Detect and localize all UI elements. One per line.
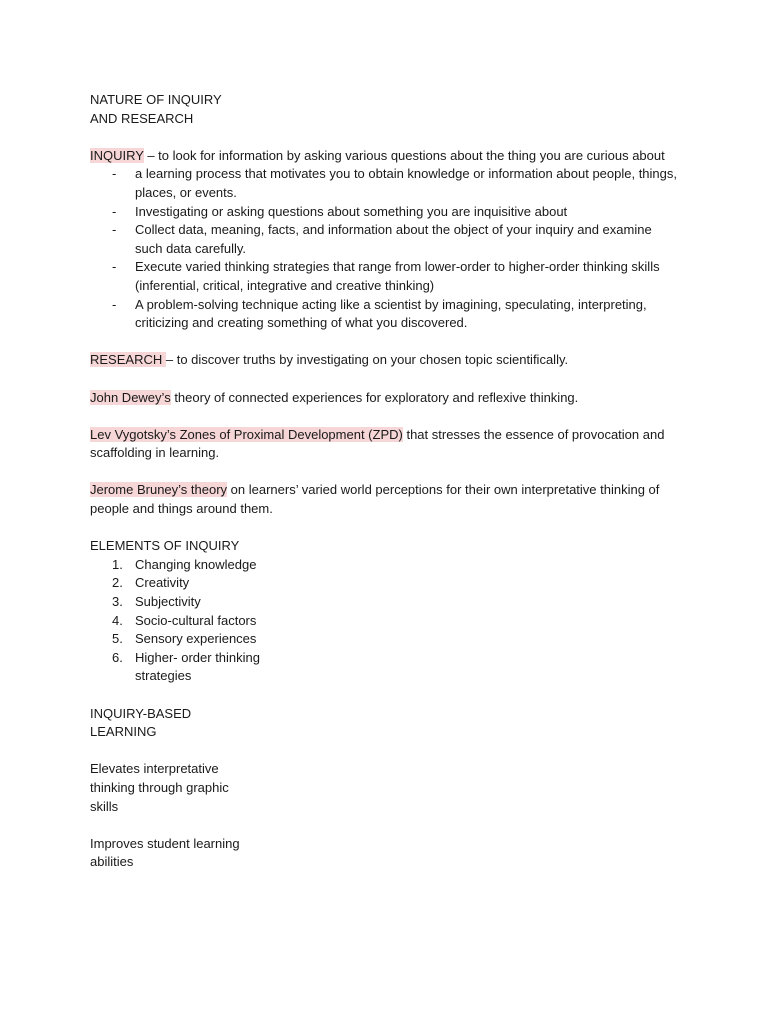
- research-definition-text: – to discover truths by investigating on your chosen topic scientifically.: [165, 352, 569, 368]
- research-term: RESEARCH: [90, 352, 166, 368]
- dewey-text: theory of connected experiences for exploratory and reflexive thinking.: [170, 389, 579, 405]
- list-item-text: Higher- order thinking strategies: [135, 649, 261, 684]
- list-item: [90, 649, 280, 686]
- list-item: - Investigating or asking questions about something you are inquisitive about: [90, 203, 680, 222]
- dewey-paragraph: [90, 389, 680, 408]
- list-number: 4.: [112, 612, 123, 628]
- elements-heading: ELEMENTS OF INQUIRY: [90, 538, 240, 554]
- inquiry-definition-text: – to look for information by asking various questions about the thing you are curious about: [143, 147, 665, 163]
- list-item: [90, 630, 280, 649]
- inquiry-term: INQUIRY: [90, 147, 144, 163]
- list-number: 2.: [112, 575, 123, 591]
- list-item-text: Creativity: [135, 575, 190, 591]
- elements-list: [90, 556, 280, 686]
- list-item: [90, 593, 280, 612]
- list-item: - A problem-solving technique acting like a scientist by imagining, speculating, interpreting, criticizing and creating something of what you discovered.: [90, 296, 680, 333]
- list-number: 1.: [112, 556, 123, 572]
- list-item: [90, 574, 280, 593]
- research-definition: [90, 351, 680, 370]
- list-item-text: Changing knowledge: [135, 556, 257, 572]
- list-item: [90, 612, 280, 631]
- bruner-text: on learners’ varied world perceptions for their own interpretative thinking of people and things around them.: [90, 482, 660, 517]
- inquiry-bullet-list: [90, 165, 680, 332]
- ibl-heading: INQUIRY-BASED LEARNING: [90, 705, 192, 740]
- title-line-1: NATURE OF INQUIRY: [90, 92, 222, 107]
- list-item-text: Socio-cultural factors: [135, 612, 257, 628]
- bruner-term: Jerome Bruney’s theory: [90, 482, 228, 498]
- page-title: [90, 91, 680, 128]
- list-number: 5.: [112, 631, 123, 647]
- list-number: 6.: [112, 649, 123, 665]
- dewey-term: John Dewey’s: [90, 389, 171, 405]
- list-item: - Execute varied thinking strategies that range from lower-order to higher-order thinking skills (inferential, critical, integrative and creative thinking): [90, 258, 680, 295]
- vygotsky-term: Lev Vygotsky’s Zones of Proximal Development (ZPD): [90, 426, 403, 442]
- document-body: [90, 91, 680, 872]
- vygotsky-paragraph: [90, 426, 680, 463]
- list-item: - Collect data, meaning, facts, and information about the object of your inquiry and examine such data carefully.: [90, 221, 680, 258]
- list-number: 3.: [112, 594, 123, 610]
- vygotsky-text: that stresses the essence of provocation and scaffolding in learning.: [90, 426, 665, 461]
- ibl-point: Elevates interpretative thinking through graphic skills: [90, 761, 229, 814]
- ibl-point: Improves student learning abilities: [90, 835, 240, 870]
- bruner-paragraph: [90, 481, 680, 518]
- list-item: [90, 556, 280, 575]
- list-item-text: Sensory experiences: [135, 631, 257, 647]
- list-item: - a learning process that motivates you to obtain knowledge or information about people, things, places, or events.: [90, 165, 680, 202]
- inquiry-definition: [90, 147, 680, 166]
- list-item-text: Subjectivity: [135, 594, 201, 610]
- title-line-2: AND RESEARCH: [90, 110, 194, 126]
